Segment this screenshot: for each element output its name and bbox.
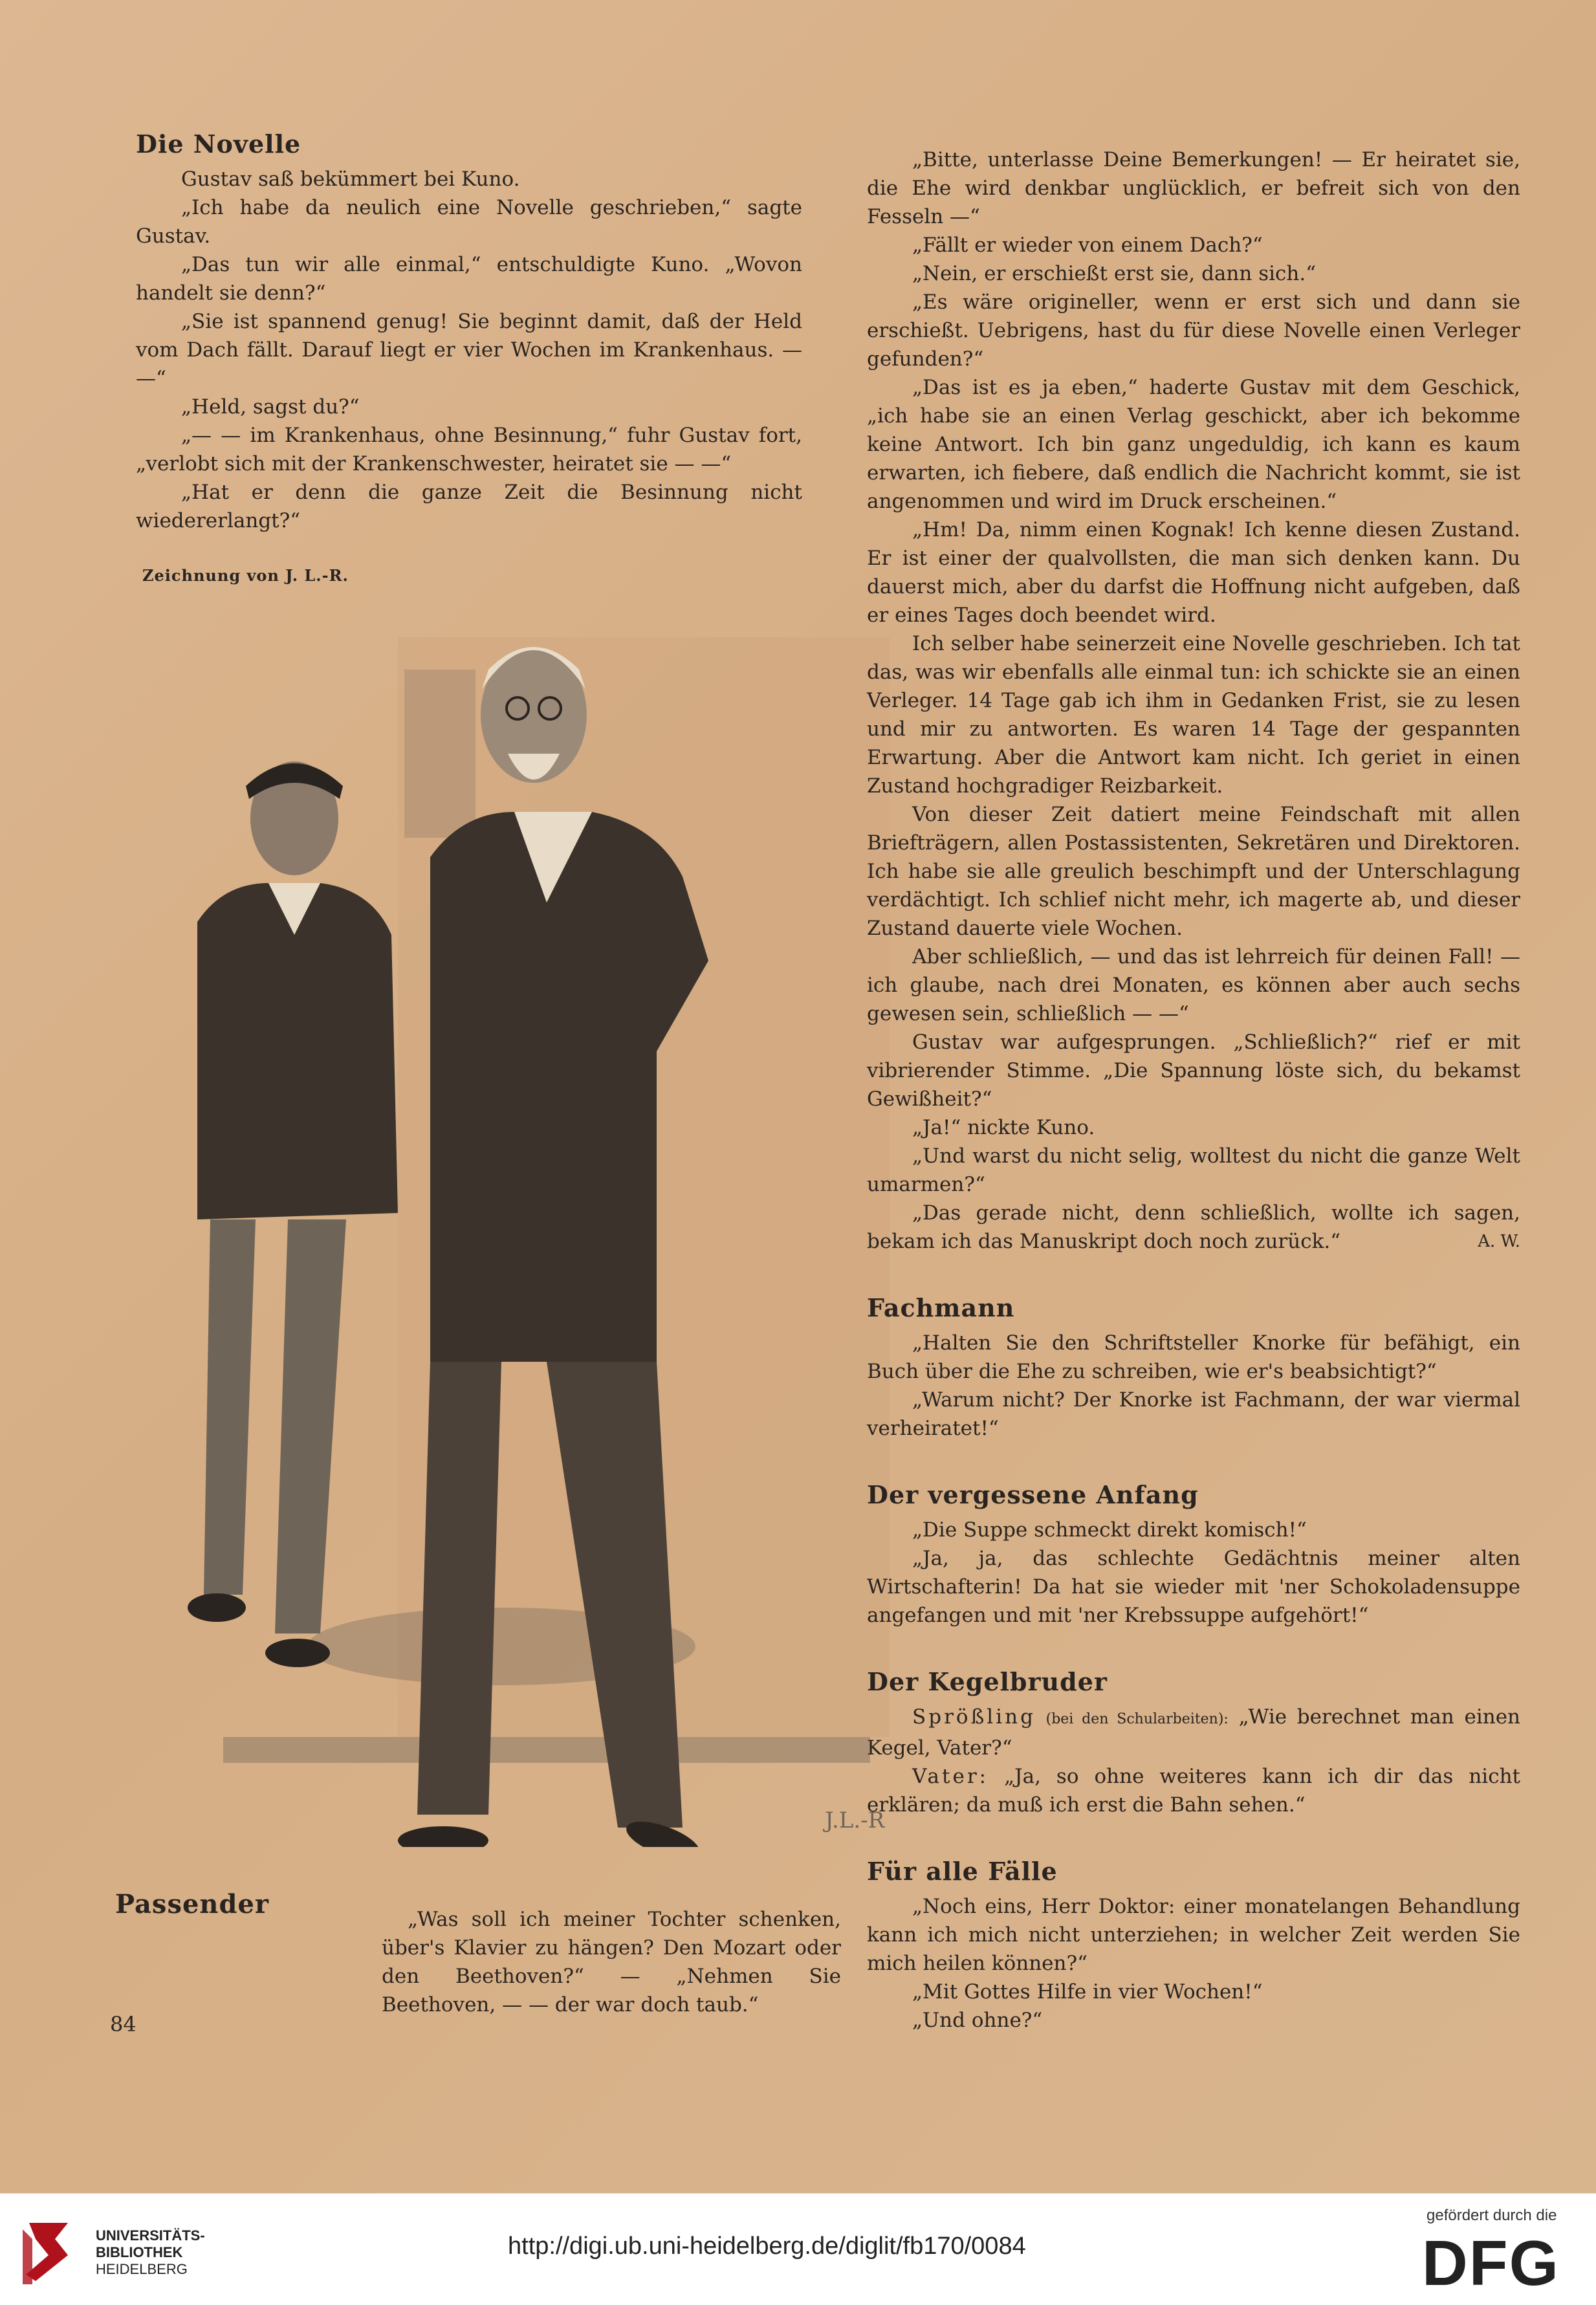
novelle-paragraph: „Hm! Da, nimm einen Kognak! Ich kenne diesen Zustand. Er ist einer der qualvollsten, die man sich denken kann. Du dauerst mich, aber du darfst die Hoffnung nicht aufgeben, daß er eines Tages doch beendet wird. xyxy=(867,518,1520,627)
section-kegelbruder xyxy=(867,1667,1520,1819)
novelle-last-paragraph xyxy=(867,1199,1520,1256)
novelle-paragraph: „Held, sagst du?“ xyxy=(181,395,360,419)
novelle-paragraph: „Das ist es ja eben,“ haderte Gustav mit dem Geschick, „ich habe sie an einen Verlag geschickt, aber ich bekomme keine Antwort. Ich bin ganz ungeduldig, ich kann es kaum erwarten, ich fiebere, daß endlich die Nachricht kommt, sie ist angenommen und wird im Druck erscheinen.“ xyxy=(867,376,1520,513)
artist-monogram: J.L.-R xyxy=(825,1808,885,1833)
uni-name-line-3: HEIDELBERG xyxy=(96,2261,188,2277)
article-title-fachmann: Fachmann xyxy=(867,1293,1015,1322)
novelle-paragraph: Gustav war aufgesprungen. „Schließlich?“ rief er mit vibrierender Stimme. „Die Spannung löste sich, du bekamst Gewißheit?“ xyxy=(867,1031,1520,1111)
section-anfang xyxy=(867,1480,1520,1630)
man-left xyxy=(188,761,398,1667)
anfang-paragraph: „Die Suppe schmeckt direkt komisch!“ xyxy=(912,1518,1307,1542)
novelle-paragraph: Aber schließlich, — und das ist lehrreich für deinen Fall! — ich glaube, nach drei Monaten, es können aber auch sechs gewesen sein, schließlich — —“ xyxy=(867,945,1520,1025)
section-faelle xyxy=(867,1857,1520,2035)
fachmann-paragraph: „Halten Sie den Schriftsteller Knorke für befähigt, ein Buch über die Ehe zu schreiben, wie er's beabsichtigt?“ xyxy=(867,1331,1520,1383)
author-signature: A. W. xyxy=(1478,1232,1520,1251)
university-name[interactable] xyxy=(96,2227,205,2278)
kegelbruder-text-1: „Wie berechnet man einen Kegel, Vater?“ xyxy=(867,1705,1521,1760)
passender-text-block xyxy=(382,1905,841,2019)
article-title-anfang: Der vergessene Anfang xyxy=(867,1480,1199,1509)
kegelbruder-line-2 xyxy=(867,1762,1520,1819)
fachmann-paragraph: „Warum nicht? Der Knorke ist Fachmann, der war viermal verheiratet!“ xyxy=(867,1388,1520,1440)
novelle-paragraph: „Hat er denn die ganze Zeit die Besinnung nicht wiedererlangt?“ xyxy=(136,481,802,532)
novelle-last-text: „Das gerade nicht, denn schließlich, wollte ich sagen, bekam ich das Manuskript doch noch zurück.“ xyxy=(867,1201,1520,1253)
novelle-paragraph: „Nein, er erschießt erst sie, dann sich.“ xyxy=(912,262,1317,285)
article-title-passender: Passender xyxy=(115,1889,269,1919)
novelle-paragraph: „Fällt er wieder von einem Dach?“ xyxy=(912,234,1263,257)
right-column xyxy=(867,146,1520,2072)
section-fachmann xyxy=(867,1293,1520,1443)
speaker-note: (bei den Schularbeiten): xyxy=(1045,1711,1229,1727)
novelle-paragraph: „Das tun wir alle einmal,“ entschuldigte Kuno. „Wovon handelt sie denn?“ xyxy=(136,253,802,305)
article-title-kegelbruder: Der Kegelbruder xyxy=(867,1667,1108,1696)
faelle-paragraph: „Noch eins, Herr Doktor: einer monatelangen Behandlung kann ich mich nicht unterziehen; in welcher Zeit werden Sie mich heilen können?“ xyxy=(867,1895,1520,1975)
funded-by-label: gefördert durch die xyxy=(1427,2207,1557,2224)
university-library-logo-icon[interactable] xyxy=(16,2210,87,2288)
uni-name-line-1: UNIVERSITÄTS- xyxy=(96,2227,205,2244)
novelle-paragraph: „Ja!“ nickte Kuno. xyxy=(912,1116,1095,1139)
novelle-paragraph: „Und warst du nicht selig, wolltest du nicht die ganze Welt umarmen?“ xyxy=(867,1144,1520,1196)
document-url-link[interactable]: http://digi.ub.uni-heidelberg.de/diglit/fb170/0084 xyxy=(508,2233,1026,2260)
faelle-paragraph: „Mit Gottes Hilfe in vier Wochen!“ xyxy=(912,1980,1263,2004)
uni-name-line-2: BIBLIOTHEK xyxy=(96,2244,183,2260)
left-column xyxy=(136,129,802,535)
kegelbruder-text-2: „Ja, so ohne weiteres kann ich dir das nicht erklären; da muß ich erst die Bahn sehen.“ xyxy=(867,1765,1520,1817)
novelle-paragraph: „Bitte, unterlasse Deine Bemerkungen! — Er heiratet sie, die Ehe wird denkbar unglücklich, er befreit sich von den Fesseln —“ xyxy=(867,148,1520,228)
novelle-paragraph: „Ich habe da neulich eine Novelle geschrieben,“ sagte Gustav. xyxy=(136,196,802,248)
novelle-paragraph: Ich selber habe seinerzeit eine Novelle geschrieben. Ich tat das, was wir ebenfalls alle einmal tun: ich schickte sie an einen Verleger. 14 Tage gab ich ihm in Gedanken Frist, sie zu lesen und mir zu antworten. Es waren 14 Tage der gespannten Erwartung. Aber die Antwort kam nicht. Ich geriet in einen Zustand hochgradiger Reizbarkeit. xyxy=(867,632,1520,798)
dfg-logo[interactable]: DFG xyxy=(1422,2227,1560,2299)
novelle-paragraph: Gustav saß bekümmert bei Kuno. xyxy=(181,168,520,191)
novelle-paragraph: „Sie ist spannend genug! Sie beginnt damit, daß der Held vom Dach fällt. Darauf liegt er vier Wochen im Krankenhaus. — —“ xyxy=(136,310,802,390)
faelle-paragraph: „Und ohne?“ xyxy=(912,2009,1043,2032)
kegelbruder-line-1 xyxy=(867,1703,1520,1762)
speaker-sproessling: Sprößling xyxy=(912,1705,1036,1729)
novelle-continuation xyxy=(867,146,1520,1256)
illustration-two-men xyxy=(126,598,902,1847)
novelle-paragraph: „— — im Krankenhaus, ohne Besinnung,“ fuhr Gustav fort, „verlobt sich mit der Krankenschwester, heiratet sie — —“ xyxy=(136,424,802,475)
illustration-credit: Zeichnung von J. L.-R. xyxy=(142,566,349,585)
footer-bar xyxy=(0,2193,1596,2305)
speaker-vater: Vater: xyxy=(912,1765,989,1788)
page-number: 84 xyxy=(110,2012,137,2037)
article-title-faelle: Für alle Fälle xyxy=(867,1857,1058,1886)
passender-paragraph: „Was soll ich meiner Tochter schenken, über's Klavier zu hängen? Den Mozart oder den Beethoven?“ — „Nehmen Sie Beethoven, — — der war doch taub.“ xyxy=(382,1908,841,2016)
anfang-paragraph: „Ja, ja, das schlechte Gedächtnis meiner alten Wirtschafterin! Da hat sie wieder mit 'ner Schokoladensuppe angefangen und mit 'ner Krebssuppe aufgehört!“ xyxy=(867,1547,1520,1627)
novelle-paragraph: Von dieser Zeit datiert meine Feindschaft mit allen Briefträgern, allen Postassistenten, Sekretären und Direktoren. Ich habe sie alle greulich beschimpft und der Unterschlagung verdächtigt. Ich schlief nicht mehr, ich magerte ab, und dieser Zustand dauerte viele Wochen. xyxy=(867,803,1520,940)
article-title-novelle: Die Novelle xyxy=(136,129,301,158)
novelle-paragraph: „Es wäre origineller, wenn er erst sich und dann sie erschießt. Uebrigens, hast du für diese Novelle einen Verleger gefunden?“ xyxy=(867,290,1520,371)
